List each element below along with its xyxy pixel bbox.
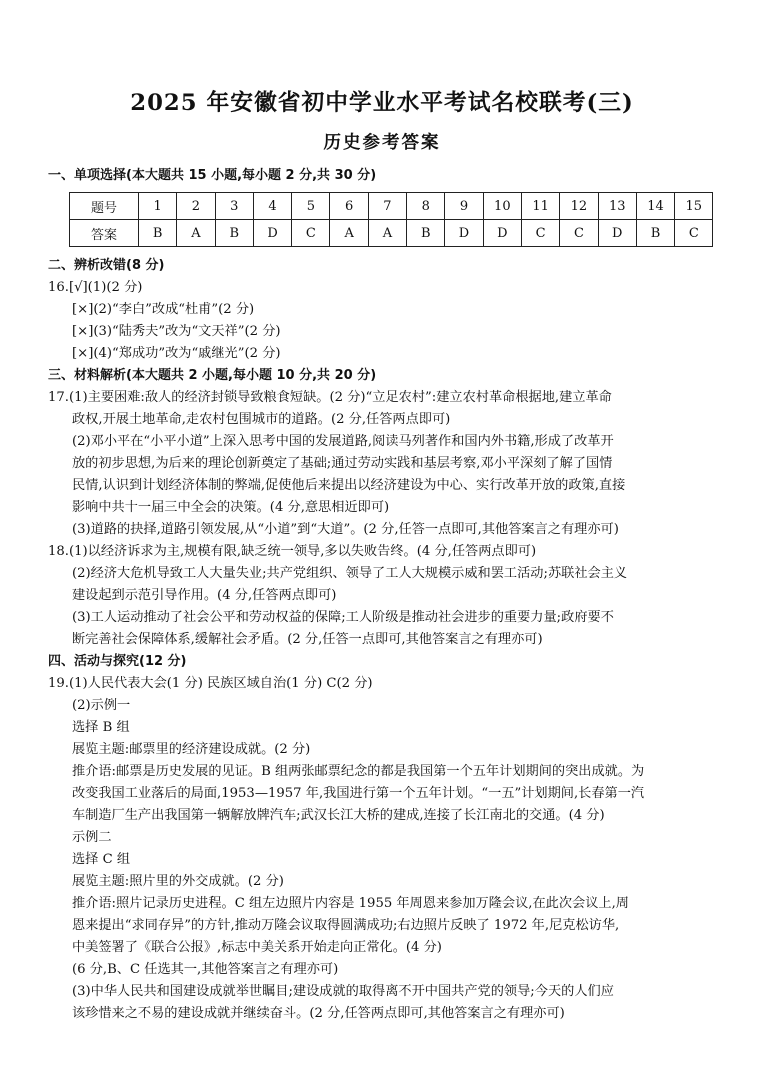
table-cell: 6 (330, 193, 368, 220)
text-line: (2)邓小平在“小平小道”上深入思考中国的发展道路,阅读马列著作和国内外书籍,形成了改革开 (72, 434, 614, 449)
section4-heading: 四、活动与探究(12 分) (48, 654, 187, 669)
text-line: 选择 B 组 (72, 720, 130, 735)
text-line: (3)中华人民共和国建设成就举世瞩目;建设成就的取得离不开中国共产党的领导;今天的人们应 (72, 984, 614, 999)
table-cell: D (483, 220, 521, 247)
row-label-answer: 答案 (70, 220, 139, 247)
table-cell: 8 (407, 193, 445, 220)
table-cell: 7 (368, 193, 406, 220)
text-line: (2)经济大危机导致工人大量失业;共产党组织、领导了工人大规模示威和罢工活动;苏联社会主义 (72, 566, 628, 581)
text-line: (2)示例一 (72, 698, 131, 713)
text-line: (6 分,B、C 任选其一,其他答案言之有理亦可) (72, 962, 339, 977)
text-line: 影响中共十一届三中全会的决策。(4 分,意思相近即可) (72, 500, 390, 515)
table-cell: 10 (483, 193, 521, 220)
table-cell: D (598, 220, 636, 247)
text-line: 断完善社会保障体系,缓解社会矛盾。(2 分,任答一点即可,其他答案言之有理亦可) (72, 632, 543, 647)
table-cell: 14 (636, 193, 674, 220)
text-line: 示例二 (72, 830, 112, 845)
table-cell: C (292, 220, 330, 247)
text-line: (3)道路的抉择,道路引领发展,从“小道”到“大道”。(2 分,任答一点即可,其他答案言之有理亦可) (72, 522, 619, 537)
text-line: 选择 C 组 (72, 852, 131, 867)
text-line: 该珍惜来之不易的建设成就并继续奋斗。(2 分,任答两点即可,其他答案言之有理亦可) (72, 1006, 565, 1021)
text-line: 展览主题:照片里的外交成就。(2 分) (72, 874, 284, 889)
text-line: 19.(1)人民代表大会(1 分) 民族区域自治(1 分) C(2 分) (48, 676, 373, 691)
text-line: 放的初步思想,为后来的理论创新奠定了基础;通过劳动实践和基层考察,邓小平深刻了解了国情 (72, 456, 613, 471)
table-cell: 4 (253, 193, 291, 220)
text-line: [×](2)“李白”改成“杜甫”(2 分) (72, 302, 255, 317)
table-cell: D (445, 220, 483, 247)
table-row-answers (70, 220, 713, 247)
table-cell: A (368, 220, 406, 247)
text-line: 16.[√](1)(2 分) (48, 280, 143, 295)
text-line: 展览主题:邮票里的经济建设成就。(2 分) (72, 742, 311, 757)
text-line: 民情,认识到计划经济体制的弊端,促使他后来提出以经济建设为中心、实行改革开放的政策,直接 (72, 478, 626, 493)
table-cell: A (177, 220, 215, 247)
text-line: (3)工人运动推动了社会公平和劳动权益的保障;工人阶级是推动社会进步的重要力量;政府要不 (72, 610, 614, 625)
text-line: 推介语:邮票是历史发展的见证。B 组两张邮票纪念的都是我国第一个五年计划期间的突出成就。为 (72, 764, 645, 779)
table-cell: B (215, 220, 253, 247)
section2-heading: 二、辨析改错(8 分) (48, 258, 165, 273)
table-cell: C (560, 220, 598, 247)
table-cell: 13 (598, 193, 636, 220)
table-cell: B (139, 220, 177, 247)
table-cell: 15 (675, 193, 713, 220)
section1-heading: 一、单项选择(本大题共 15 小题,每小题 2 分,共 30 分) (48, 168, 377, 183)
text-line: 推介语:照片记录历史进程。C 组左边照片内容是 1955 年周恩来参加万隆会议,在此次会议上,周 (72, 896, 629, 911)
section3-heading: 三、材料解析(本大题共 2 小题,每小题 10 分,共 20 分) (48, 368, 377, 383)
table-cell: 2 (177, 193, 215, 220)
table-cell: B (636, 220, 674, 247)
table-cell: 12 (560, 193, 598, 220)
table-cell: 3 (215, 193, 253, 220)
text-line: 18.(1)以经济诉求为主,规模有限,缺乏统一领导,多以失败告终。(4 分,任答两点即可) (48, 544, 537, 559)
text-line: 政权,开展土地革命,走农村包围城市的道路。(2 分,任答两点即可) (72, 412, 451, 427)
table-cell: D (253, 220, 291, 247)
table-cell: 1 (139, 193, 177, 220)
text-line: [×](3)“陆秀夫”改为“文天祥”(2 分) (72, 324, 281, 339)
page-title: 2025 年安徽省初中学业水平考试名校联考(三) (130, 90, 634, 116)
table-cell: 5 (292, 193, 330, 220)
text-line: [×](4)“郑成功”改为“戚继光”(2 分) (72, 346, 281, 361)
table-cell: 11 (521, 193, 559, 220)
answer-table (69, 192, 713, 247)
text-line: 改变我国工业落后的局面,1953—1957 年,我国进行第一个五年计划。“一五”计划期间,长春第一汽 (72, 786, 645, 801)
table-cell: 9 (445, 193, 483, 220)
row-label-number: 题号 (70, 193, 139, 220)
text-line: 17.(1)主要困难:敌人的经济封锁导致粮食短缺。(2 分)“立足农村”:建立农村革命根据地,建立革命 (48, 390, 612, 405)
table-cell: B (407, 220, 445, 247)
text-line: 中美签署了《联合公报》,标志中美关系开始走向正常化。(4 分) (72, 940, 442, 955)
table-row-numbers (70, 193, 713, 220)
page-subtitle: 历史参考答案 (323, 133, 441, 153)
table-cell: C (521, 220, 559, 247)
table-cell: A (330, 220, 368, 247)
text-line: 建设起到示范引导作用。(4 分,任答两点即可) (72, 588, 337, 603)
text-line: 车制造厂生产出我国第一辆解放牌汽车;武汉长江大桥的建成,连接了长江南北的交通。(4 分) (72, 808, 605, 823)
table-cell: C (675, 220, 713, 247)
text-line: 恩来提出“求同存异”的方针,推动万隆会议取得圆满成功;右边照片反映了 1972 年,尼克松访华, (72, 918, 620, 933)
